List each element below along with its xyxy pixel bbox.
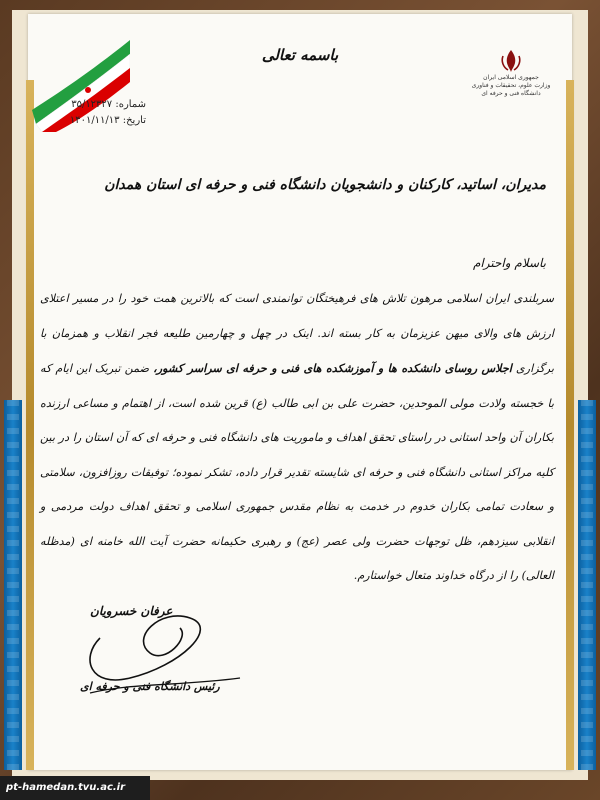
left-decorative-bar bbox=[4, 400, 22, 770]
letter-greeting: باسلام واحترام bbox=[472, 256, 546, 270]
letter-meta bbox=[66, 97, 146, 129]
letter-number: شماره: ۳۵/۱۲۳۲۷ bbox=[71, 99, 146, 110]
left-gold-strip bbox=[26, 80, 34, 770]
letter-body bbox=[40, 282, 554, 594]
emblem-line-1: جمهوری اسلامی ایران bbox=[483, 74, 539, 81]
watermark-url: pt-hamedan.tvu.ac.ir bbox=[0, 776, 150, 800]
signatory-name: عرفان خسرویان bbox=[90, 604, 173, 618]
body-paragraph bbox=[40, 282, 554, 594]
letter-header: باسمه تعالی bbox=[261, 46, 339, 64]
right-gold-strip bbox=[566, 80, 574, 770]
body-text-part-2: ضمن تبریک این ایام که با خجسته ولادت مولی الموحدین، حضرت علی بن ابی طالب (ع) قرین شده است، از اهتمام و مساعی ارزنده بکاران آن واحد استانی در راستای تحقق اهداف و ماموریت های دانشگاه فنی و حرفه ای که آن استان را در بین کلیه مراکز استانی دانشگاه فنی و حرفه ای شایسته تقدیر قرار داده، تشکر نموده؛ توفیقات روزافزون، سلامتی و سعادت تمامی بکاران خدوم در خدمت به نظام مقدس جمهوری اسلامی و تحقق اهداف دولت مردمی و انقلابی سیزدهم، ظل توجهات حضرت ولی عصر (عج) و رهبری حکیمانه حضرت آیت الله خامنه ای (مدظله العالی) را از درگاه خداوند متعال خواستارم. bbox=[40, 362, 554, 582]
signatory-title: رئیس دانشگاه فنی و حرفه ای bbox=[80, 680, 220, 693]
emblem-line-2: وزارت علوم، تحقیقات و فناوری bbox=[471, 82, 551, 89]
right-decorative-bar bbox=[578, 400, 596, 770]
body-text-part-1: سربلندی ایران اسلامی مرهون تلاش های فرهیختگان توانمندی است که بالاترین همت خود را در مسیر اعتلای ارزش های والای میهن عزیزمان به کار بسته اند. اینک در چهل و چهارمین طلیعه فجر انقلاب و همزمان با برگزاری bbox=[40, 292, 554, 375]
letter-date: تاریخ: ۱۴۰۱/۱۱/۱۳ bbox=[69, 115, 146, 126]
letter-addressee: مدیران، اساتید، کارکنان و دانشجویان دانشگاه فنی و حرفه ای استان همدان bbox=[104, 177, 546, 193]
emblem-line-3: دانشگاه فنی و حرفه ای bbox=[481, 90, 541, 97]
body-text-bold: اجلاس روسای دانشکده ها و آموزشکده های فنی و حرفه ای سراسر کشور، bbox=[153, 361, 512, 375]
